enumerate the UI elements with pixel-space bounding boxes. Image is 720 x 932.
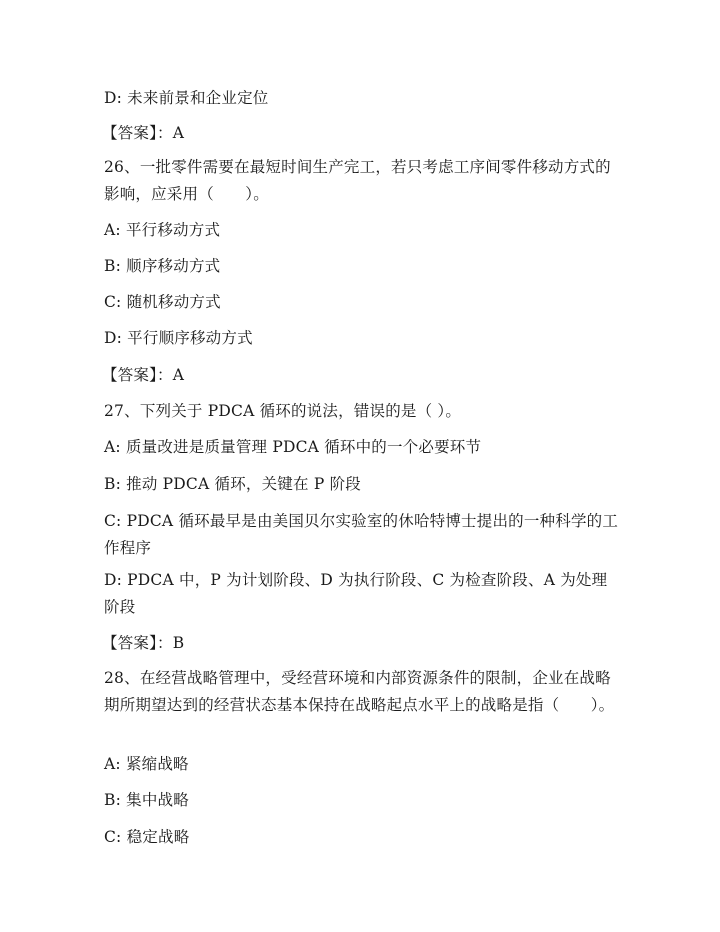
q28-option-b: B: 集中战略 [104,791,189,809]
q27-text: 27、下列关于 PDCA 循环的说法，错误的是（ ）。 [104,402,462,420]
q28-option-c: C: 稳定战略 [104,828,190,846]
q26-text: 26、一批零件需要在最短时间生产完工，若只考虑工序间零件移动方式的影响，应采用（ ）。 [104,158,611,203]
q26-option-d: D: 平行顺序移动方式 [104,329,253,347]
q26-option-a: A: 平行移动方式 [104,221,221,239]
prev-answer: 【答案】：A [102,124,185,142]
q27-option-d: D: PDCA 中，P 为计划阶段、D 为执行阶段、C 为检查阶段、A 为处理阶段 [104,571,608,616]
q28-option-a: A: 紧缩战略 [104,755,189,773]
q26-option-b: B: 顺序移动方式 [104,257,221,275]
q27-option-b: B: 推动 PDCA 循环，关键在 P 阶段 [104,475,361,493]
q27-option-c: C: PDCA 循环最早是由美国贝尔实验室的休哈特博士提出的一种科学的工作程序 [104,512,619,557]
q27-answer: 【答案】：B [102,634,185,652]
q27-option-a: A: 质量改进是质量管理 PDCA 循环中的一个必要环节 [104,438,482,456]
q26-answer: 【答案】：A [102,366,185,384]
q26-option-c: C: 随机移动方式 [104,293,221,311]
prev-option-d: D: 未来前景和企业定位 [104,89,269,107]
q28-text: 28、在经营战略管理中，受经营环境和内部资源条件的限制，企业在战略期所期望达到的经营状态基本保持在战略起点水平上的战略是指（ ）。 [104,669,615,714]
